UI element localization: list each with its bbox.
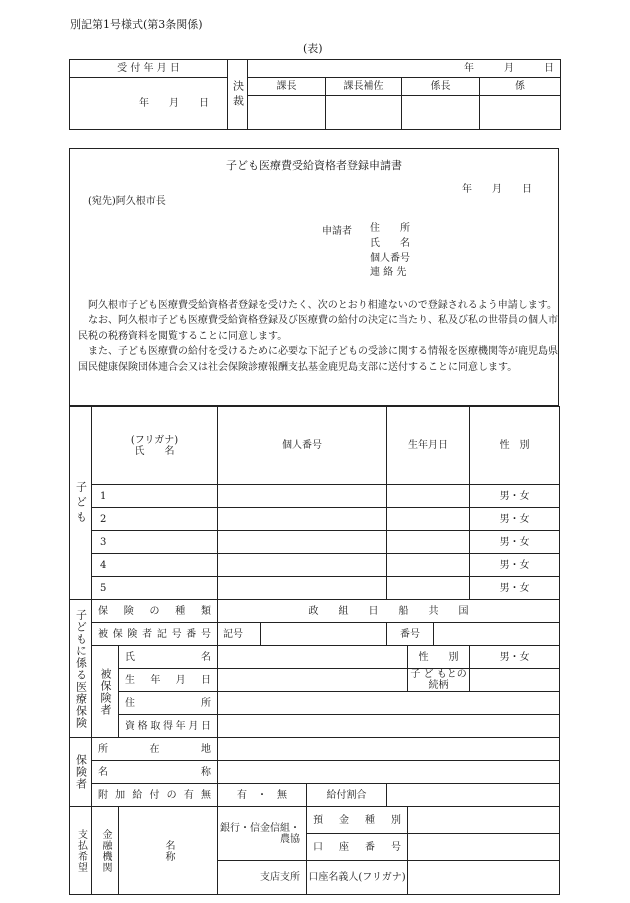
child-row-4-name[interactable]: 4 bbox=[92, 554, 218, 577]
institution-label: 金融機関 bbox=[92, 807, 119, 895]
stamp-kakaricho[interactable] bbox=[402, 96, 480, 130]
decision-label: 決裁 bbox=[228, 60, 248, 130]
reception-date[interactable]: 年 月 日 bbox=[70, 78, 228, 130]
bank-types[interactable]: 銀行・信金信組・農協 bbox=[218, 807, 307, 861]
name-label-bank: 名称 bbox=[119, 807, 218, 895]
applicant-contact-label[interactable]: 連 絡 先 bbox=[370, 267, 407, 279]
child-row-1-birthdate[interactable] bbox=[387, 485, 470, 508]
deposit-type-input[interactable] bbox=[408, 807, 560, 834]
applicant-label: 申請者 bbox=[322, 226, 352, 237]
child-row-3-mynumber[interactable] bbox=[218, 531, 387, 554]
branch-types[interactable]: 支店支所 bbox=[218, 861, 307, 895]
insured-qualified-label: 資格取得年月日 bbox=[119, 715, 218, 738]
child-row-4-birthdate[interactable] bbox=[387, 554, 470, 577]
decision-date[interactable]: 年 月 日 bbox=[248, 60, 561, 78]
side-label: (表) bbox=[303, 42, 323, 55]
children-birthdate-header: 生年月日 bbox=[387, 407, 470, 485]
application-date[interactable]: 年 月 日 bbox=[462, 184, 532, 195]
stamp-kacho-hosa[interactable] bbox=[326, 96, 402, 130]
children-section-label: 子ども bbox=[70, 407, 92, 600]
furigana-label: (フリガナ) bbox=[130, 434, 179, 446]
child-row-3-gender[interactable]: 男・女 bbox=[470, 531, 560, 554]
account-number-input[interactable] bbox=[408, 834, 560, 861]
insurer-location-input[interactable] bbox=[218, 738, 560, 761]
paragraph-tax-consent: なお、阿久根市子ども医療費受給資格登録及び医療費の給付の決定に当たり、私及び私の世帯員の個人市民税の税務資料を閲覧することに同意します。 bbox=[78, 315, 558, 342]
account-number-label: 口 座 番 号 bbox=[307, 834, 408, 861]
supplement-value[interactable]: 有 ・ 無 bbox=[218, 784, 307, 807]
insured-birth-label: 生 年 月 日 bbox=[119, 669, 218, 692]
application-box bbox=[69, 148, 559, 406]
insured-address-input[interactable] bbox=[218, 692, 560, 715]
insurer-name-label: 名 称 bbox=[92, 761, 218, 784]
application-title: 子ども医療費受給資格者登録申請書 bbox=[226, 159, 402, 172]
role-kacho: 課長 bbox=[248, 78, 326, 96]
approval-table bbox=[69, 59, 561, 130]
account-holder-label: 口座名義人(フリガナ) bbox=[307, 861, 408, 895]
children-gender-header: 性 別 bbox=[470, 407, 560, 485]
insured-person-label: 被保険者 bbox=[92, 646, 119, 738]
child-row-1-gender[interactable]: 男・女 bbox=[470, 485, 560, 508]
insurer-section-label: 保険者 bbox=[70, 738, 92, 807]
role-kacho-hosa: 課長補佐 bbox=[326, 78, 402, 96]
paragraph-apply: 阿久根市子ども医療費受給資格者登録を受けたく、次のとおり相違ないので登録されるよう申請します。 bbox=[88, 300, 557, 311]
child-row-5-name[interactable]: 5 bbox=[92, 577, 218, 600]
payment-section-label: 支払希望 bbox=[70, 807, 92, 895]
insured-birth-input[interactable] bbox=[218, 669, 408, 692]
benefit-ratio-input[interactable] bbox=[387, 784, 560, 807]
details-table bbox=[69, 406, 560, 895]
applicant-address-label[interactable]: 住 所 bbox=[370, 223, 410, 234]
child-row-2-mynumber[interactable] bbox=[218, 508, 387, 531]
child-row-3-name[interactable]: 3 bbox=[92, 531, 218, 554]
child-row-5-mynumber[interactable] bbox=[218, 577, 387, 600]
insured-relation-label: 子 ど もとの続柄 bbox=[408, 669, 470, 692]
account-holder-input[interactable] bbox=[408, 861, 560, 895]
paragraph-info-consent: また、子ども医療費の給付を受けるために必要な下記子どもの受診に関する情報を医療機関等が鹿児島県国民健康保険団体連合会又は社会保険診療報酬支払基金鹿児島支部に送付することに同意します。 bbox=[78, 346, 558, 373]
children-name-header bbox=[92, 407, 218, 485]
deposit-type-label: 預 金 種 別 bbox=[307, 807, 408, 834]
child-row-5-birthdate[interactable] bbox=[387, 577, 470, 600]
applicant-mynumber-label[interactable]: 個人番号 bbox=[370, 252, 410, 264]
insured-address-label: 住 所 bbox=[119, 692, 218, 715]
child-row-1-mynumber[interactable] bbox=[218, 485, 387, 508]
child-row-3-birthdate[interactable] bbox=[387, 531, 470, 554]
role-kakari: 係 bbox=[480, 78, 561, 96]
insured-gender-value[interactable]: 男・女 bbox=[470, 646, 560, 669]
insurance-type-label: 保 険 の 種 類 bbox=[92, 600, 218, 623]
children-mynumber-header: 個人番号 bbox=[218, 407, 387, 485]
child-row-4-mynumber[interactable] bbox=[218, 554, 387, 577]
supplement-label: 附 加 給 付 の 有 無 bbox=[92, 784, 218, 807]
benefit-ratio-label: 給付割合 bbox=[307, 784, 387, 807]
form-number: 別記第1号様式(第3条関係) bbox=[70, 18, 203, 31]
symbol-input[interactable] bbox=[261, 623, 387, 646]
number-label: 番号 bbox=[387, 623, 434, 646]
insured-number-label: 被保険者記号番号 bbox=[92, 623, 218, 646]
insurer-location-label: 所 在 地 bbox=[92, 738, 218, 761]
child-row-4-gender[interactable]: 男・女 bbox=[470, 554, 560, 577]
child-row-5-gender[interactable]: 男・女 bbox=[470, 577, 560, 600]
application-body bbox=[78, 298, 558, 375]
stamp-kacho[interactable] bbox=[248, 96, 326, 130]
child-row-2-birthdate[interactable] bbox=[387, 508, 470, 531]
symbol-label: 記号 bbox=[218, 623, 261, 646]
insured-gender-label: 性 別 bbox=[408, 646, 470, 669]
applicant-name-label[interactable]: 氏 名 bbox=[370, 237, 410, 249]
insurance-type-options[interactable]: 政 組 日 船 共 国 bbox=[218, 600, 560, 623]
reception-label: 受 付 年 月 日 bbox=[70, 60, 228, 78]
insured-name-label: 氏 名 bbox=[119, 646, 218, 669]
name-label: 氏 名 bbox=[134, 445, 175, 457]
stamp-kakari[interactable] bbox=[480, 96, 561, 130]
applicant-fields bbox=[370, 222, 410, 281]
insurer-name-input[interactable] bbox=[218, 761, 560, 784]
number-input[interactable] bbox=[434, 623, 560, 646]
insured-relation-input[interactable] bbox=[470, 669, 560, 692]
insured-name-input[interactable] bbox=[218, 646, 408, 669]
child-row-1-name[interactable]: 1 bbox=[92, 485, 218, 508]
addressee: (宛先)阿久根市長 bbox=[88, 196, 166, 207]
child-row-2-name[interactable]: 2 bbox=[92, 508, 218, 531]
role-kakaricho: 係長 bbox=[402, 78, 480, 96]
insurance-section-label: 子どもに係る医療保険 bbox=[70, 600, 92, 738]
child-row-2-gender[interactable]: 男・女 bbox=[470, 508, 560, 531]
insured-qualified-input[interactable] bbox=[218, 715, 560, 738]
